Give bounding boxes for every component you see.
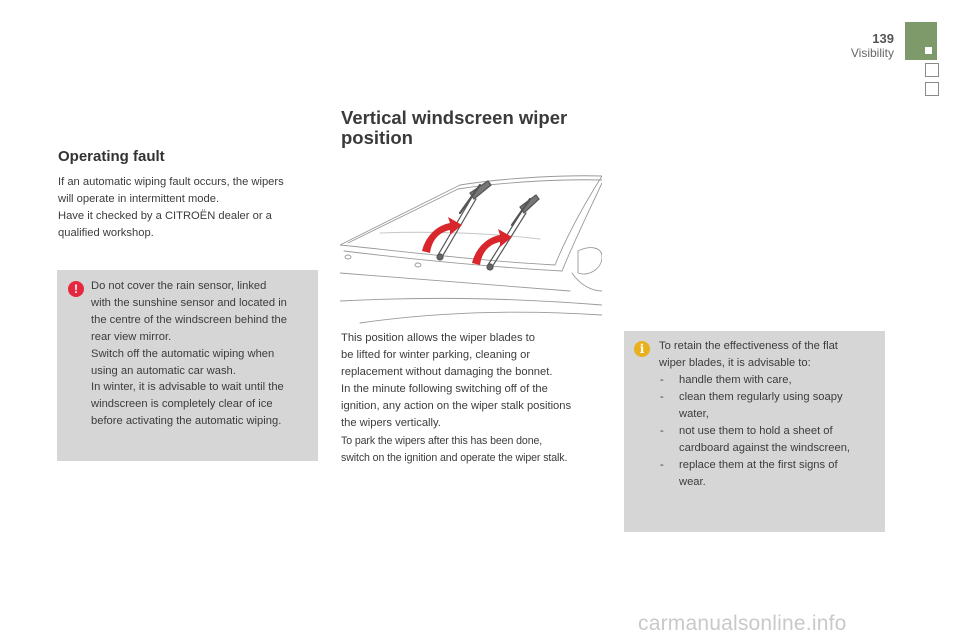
text-line: Have it checked by a CITROËN dealer or a xyxy=(58,210,272,222)
list-item-text: not use them to hold a sheet of xyxy=(679,425,833,437)
list-dash: - xyxy=(660,391,664,403)
warning-exclamation-icon: ! xyxy=(68,281,84,297)
text-line: be lifted for winter parking, cleaning or xyxy=(341,349,531,362)
text-line: Do not cover the rain sensor, linked xyxy=(91,280,267,292)
text-line: before activating the automatic wiping. xyxy=(91,415,282,428)
text-line: the wipers vertically. xyxy=(341,417,441,430)
list-dash: - xyxy=(660,374,664,386)
vertical-wiper-heading xyxy=(341,108,601,148)
text-line: switch on the ignition and operate the wiper stalk. xyxy=(341,451,568,464)
text-line: To retain the effectiveness of the flat xyxy=(659,340,838,352)
warning-text xyxy=(91,278,313,430)
text-line: This position allows the wiper blades to xyxy=(341,332,536,344)
text-line: using an automatic car wash. xyxy=(91,364,236,377)
chapter-tab-marker xyxy=(925,47,932,54)
list-item-text: wear. xyxy=(679,476,706,488)
list-item-text: cardboard against the windscreen, xyxy=(679,442,851,454)
text-line: If an automatic wiping fault occurs, the wipers xyxy=(58,176,284,188)
text-line: replacement without damaging the bonnet. xyxy=(341,366,553,379)
list-item-text: clean them regularly using soapy xyxy=(679,391,843,403)
page-number: 139 xyxy=(872,31,894,46)
heading-line: Vertical windscreen wiper xyxy=(341,107,568,128)
list-item xyxy=(659,389,879,423)
list-item xyxy=(659,372,879,389)
list-item-text: handle them with care, xyxy=(679,374,792,386)
text-line: windscreen is completely clear of ice xyxy=(91,398,273,411)
vertical-position-text xyxy=(341,330,606,467)
heading-line: position xyxy=(341,127,413,148)
text-line: with the sunshine sensor and located in xyxy=(91,296,287,309)
wiper-illustration xyxy=(340,173,602,325)
watermark: carmanualsonline.info xyxy=(638,612,847,635)
text-line: In winter, it is advisable to wait until the xyxy=(91,381,284,394)
text-line: will operate in intermittent mode. xyxy=(58,193,220,205)
text-line: Switch off the automatic wiping when xyxy=(91,347,275,360)
list-dash: - xyxy=(660,425,664,437)
text-line: To park the wipers after this has been done, xyxy=(341,434,543,447)
text-line: In the minute following switching off of the xyxy=(341,383,548,396)
info-icon: i xyxy=(634,341,650,357)
chapter-tab xyxy=(905,22,937,60)
text-line: ignition, any action on the wiper stalk positions xyxy=(341,400,572,413)
text-line: the centre of the windscreen behind the xyxy=(91,313,287,326)
info-intro-text xyxy=(659,338,879,372)
list-dash: - xyxy=(660,459,664,471)
info-list xyxy=(659,372,879,491)
chapter-indicator-box-2 xyxy=(925,82,939,96)
list-item xyxy=(659,457,879,491)
section-title: Visibility xyxy=(850,46,894,60)
chapter-indicator-box-1 xyxy=(925,63,939,77)
list-item-text: replace them at the first signs of xyxy=(679,459,838,471)
list-item xyxy=(659,423,879,457)
text-line: qualified workshop. xyxy=(58,227,154,239)
list-item-text: water, xyxy=(679,408,709,420)
operating-fault-text xyxy=(58,174,320,242)
text-line: wiper blades, it is advisable to: xyxy=(659,357,811,369)
text-line: rear view mirror. xyxy=(91,330,172,343)
operating-fault-heading: Operating fault xyxy=(58,148,165,165)
